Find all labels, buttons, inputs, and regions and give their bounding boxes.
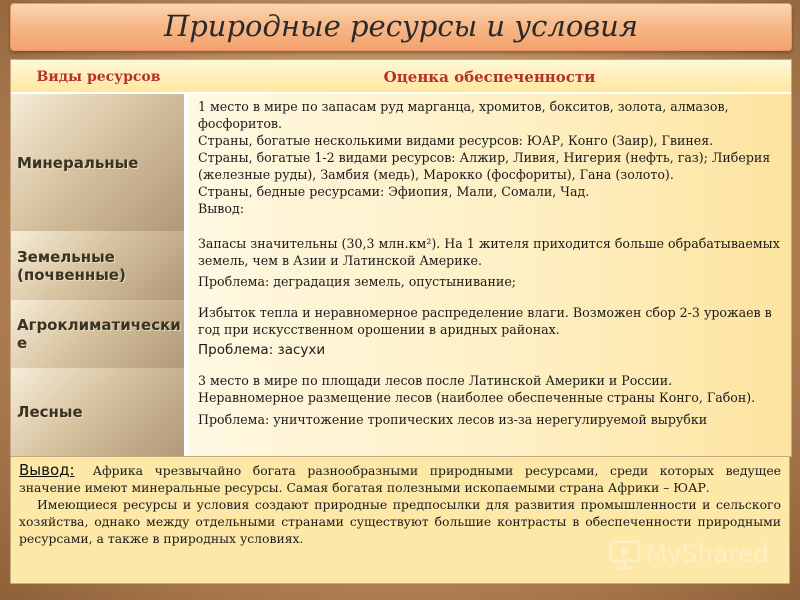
page-title: Природные ресурсы и условия xyxy=(163,9,639,43)
table-row-land xyxy=(11,231,791,302)
row-label-cell xyxy=(11,231,186,300)
table-row-agroclimatic xyxy=(11,300,791,370)
title-bar xyxy=(10,3,792,51)
row-content-cell xyxy=(188,300,791,368)
table-row-mineral xyxy=(11,94,791,233)
row-content-cell xyxy=(188,368,791,456)
row-text-line: Страны, богатые 1-2 видами ресурсов: Алжир, Ливия, Нигерия (нефть, газ); Либерия (железные руды), Замбия (медь), Марокко (фосфориты), Гана (золото). xyxy=(198,150,771,182)
row-label-cell xyxy=(11,94,186,231)
watermark-text: MyShared xyxy=(646,540,770,568)
row-label: Лесные xyxy=(17,403,83,421)
row-content-cell xyxy=(188,231,791,300)
header-provision-assessment: Оценка обеспеченности xyxy=(383,68,596,86)
conclusion-text-1: Африка чрезвычайно богата разнообразными природными ресурсами, среди которых ведущее значение имеют минеральные ресурсы. Самая богатая полезными ископаемыми страна Африки – ЮАР. xyxy=(19,463,781,495)
watermark xyxy=(608,536,769,572)
row-text-line: Избыток тепла и неравномерное распределение влаги. Возможен сбор 2-3 урожаев в год при искусственном орошении в аридных районах. xyxy=(198,305,772,337)
row-text-line: Страны, богатые несколькими видами ресурсов: ЮАР, Конго (Заир), Гвинея. xyxy=(198,133,714,148)
row-text-line: Проблема: засухи xyxy=(198,342,326,358)
row-content-cell xyxy=(188,94,791,231)
row-label: Земельные (почвенные) xyxy=(17,247,126,284)
row-label: Минеральные xyxy=(17,153,139,172)
row-text-line: 3 место в мире по площади лесов после Латинской Америки и России. Неравномерное размещение лесов (наиболее обеспеченные страны Конго, Габон). xyxy=(198,373,756,405)
row-text-line: Вывод: xyxy=(198,201,244,216)
row-label: Агроклиматически е xyxy=(17,316,181,352)
resources-table xyxy=(10,59,792,457)
row-text-line: 1 место в мире по запасам руд марганца, хромитов, бокситов, золота, алмазов, фосфоритов. xyxy=(198,99,729,131)
row-text-line: Проблема: уничтожение тропических лесов из-за нерегулируемой вырубки xyxy=(198,412,708,427)
table-header xyxy=(11,60,791,94)
conclusion-text-2: Имеющиеся ресурсы и условия создают природные предпосылки для развития промышленности и сельского хозяйства, однако между отдельными странами существуют большие контрасты в обеспеченности природными ресурсами, а также в природных условиях. xyxy=(19,497,781,546)
presentation-screen-icon xyxy=(608,537,642,571)
header-resource-types: Виды ресурсов xyxy=(36,69,161,85)
table-row-forest xyxy=(11,368,791,456)
conclusion-label: Вывод: xyxy=(19,461,75,479)
row-label-cell xyxy=(11,368,186,456)
row-text-line: Страны, бедные ресурсами: Эфиопия, Мали, Сомали, Чад. xyxy=(198,184,590,199)
row-label-cell xyxy=(11,300,186,368)
row-text-line: Проблема: деградация земель, опустынивание; xyxy=(198,274,517,289)
row-text-line: Запасы значительны (30,3 млн.км²). На 1 жителя приходится больше обрабатываемых земель, чем в Азии и Латинской Америке. xyxy=(198,236,780,268)
conclusion-paragraph xyxy=(19,462,781,496)
